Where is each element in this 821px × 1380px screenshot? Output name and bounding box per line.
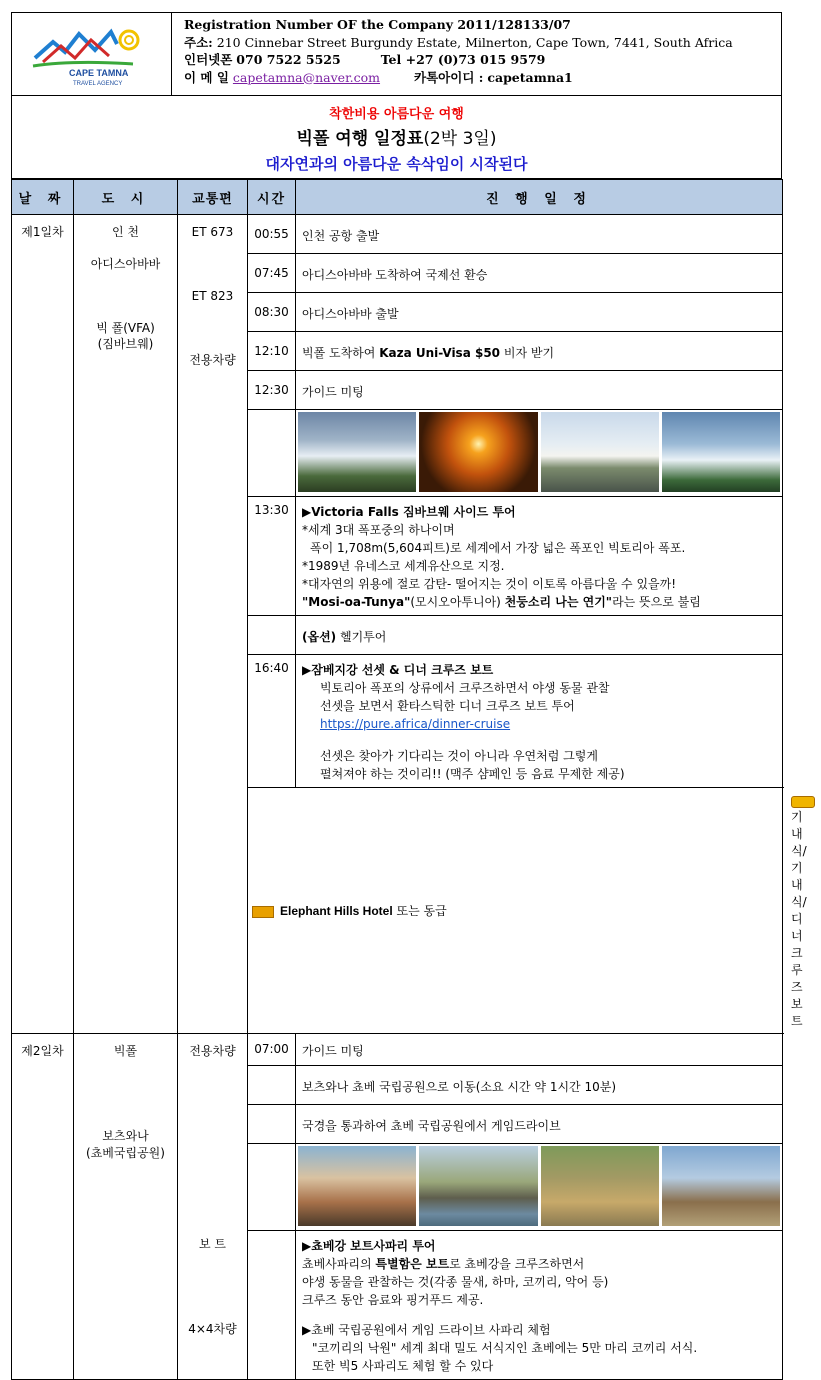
col-plan: 진 행 일 정 <box>296 180 783 215</box>
lion-safari-photo <box>541 1146 659 1226</box>
cruise-link[interactable]: https://pure.africa/dinner-cruise <box>320 717 511 731</box>
activity: 가이드 미팅 <box>296 1034 783 1066</box>
title-duration: (2박 3일) <box>423 129 497 149</box>
cruise-line: 선셋을 보면서 환타스틱한 디너 크루즈 보트 투어 <box>320 699 575 713</box>
day2-label: 제2일차 <box>12 1034 74 1380</box>
victoria-falls-tour <box>296 497 783 616</box>
transport: 전용차량 <box>189 1044 236 1058</box>
tourists-boat-photo <box>298 1146 416 1226</box>
activity: 보츠와나 쵸베 국립공원으로 이동(소요 시간 약 1시간 10분) <box>296 1066 783 1105</box>
boat-line: 야생 동물을 관찰하는 것(각종 물새, 하마, 코끼리, 악어 등) <box>302 1275 609 1289</box>
meal-icon <box>791 796 815 808</box>
cruise-title: ▶잠베지강 선셋 & 디너 크루즈 보트 <box>302 663 494 677</box>
drive-line: 또한 빅5 사파리도 체험 할 수 있다 <box>312 1359 494 1373</box>
tour-line: *대자연의 위용에 절로 감탄- 떨어지는 것이 이토록 아름다울 수 있을까! <box>302 577 677 591</box>
subtitle: 대자연과의 아름다운 속삭임이 시작된다 <box>265 155 528 173</box>
cape-tamna-logo-icon <box>13 14 170 90</box>
table-header-row <box>12 180 783 215</box>
transport: 보 트 <box>199 1237 226 1251</box>
kakao-id: capetamna1 <box>487 69 573 85</box>
photo-strip <box>296 410 783 497</box>
kakao-label: 카톡아이디 : <box>414 69 484 85</box>
elephants-photo <box>419 1146 537 1226</box>
visa: Kaza Uni-Visa $50 <box>379 345 501 360</box>
tour-line: 폭이 1,708m(5,604피트)로 세계에서 가장 넓은 폭포인 빅토리아 폭포. <box>310 541 686 555</box>
phone: 070 7522 5525 <box>236 52 341 67</box>
transport: ET 823 <box>191 289 234 303</box>
cruise-line: 펼쳐져야 하는 것이리!! (맥주 샴페인 등 음료 무제한 제공) <box>320 767 625 781</box>
address-label: 주소: <box>184 34 213 50</box>
waterfall-photo <box>298 412 416 492</box>
activity: 가이드 미팅 <box>296 371 783 410</box>
transport: ET 673 <box>191 225 234 239</box>
city: 아디스아바바 <box>90 257 161 271</box>
email-link[interactable]: capetamna@naver.com <box>232 69 381 85</box>
col-city: 도 시 <box>74 180 178 215</box>
day1-transports <box>178 215 248 1034</box>
city: 인 천 <box>112 225 139 239</box>
title-main: 빅폴 여행 일정표 <box>296 129 424 149</box>
city: 빅폴 <box>113 1044 138 1058</box>
time: 00:55 <box>248 215 296 254</box>
hotel-row: Elephant Hills Hotel 또는 동급 기내식/기내식/디너 크루즈 보트 <box>12 788 783 1034</box>
email-label: 이 메 일 <box>184 69 229 85</box>
bed-icon <box>252 906 274 918</box>
schedule-table <box>11 179 807 1380</box>
tour-line: *1989년 유네스코 세계유산으로 지정. <box>302 559 505 573</box>
cruise-line: 선셋은 찾아가 기다리는 것이 아니라 우연처럼 그렇게 <box>320 749 598 763</box>
activity: 빅폴 도착하여 Kaza Uni-Visa $50 비자 받기 <box>296 332 783 371</box>
time: 07:45 <box>248 254 296 293</box>
activity: 인천 공항 출발 <box>296 215 783 254</box>
phone-label: 인터넷폰 <box>184 52 233 67</box>
day1-cities <box>74 215 178 1034</box>
option-tour: (옵션) 헬기투어 <box>296 616 783 655</box>
tour-title: ▶Victoria Falls 짐바브웨 사이드 투어 <box>302 505 516 519</box>
table-row <box>12 215 783 254</box>
logo-text: CAPE TAMNA <box>69 68 129 78</box>
cruise-line: 빅토리아 폭포의 상류에서 크루즈하면서 야생 동물 관찰 <box>320 681 610 695</box>
transport: 전용차량 <box>189 353 236 367</box>
time: 12:10 <box>248 332 296 371</box>
chobe-boat-safari: ▶쵸베강 보트사파리 투어 쵸베사파리의 특별함은 보트로 쵸베강을 크루즈하면서 야생 동물을 관찰하는 것(각종 물새, 하마, 코끼리, 악어 등) 크루즈 동안 음료와 핑거푸드 제공. ▶쵸베 국립공원에서 게임 드라이브 사파리 체험 "코끼리의 낙원" 세계 최대 밀도 서식지인 쵸베에는 5만 마리 코끼리 서식. 또한 빅5 사파리도 체험 할 수 있다 <box>296 1231 783 1380</box>
registration: Registration Number OF the Company 2011/128133/07 <box>184 17 571 32</box>
time: 12:30 <box>248 371 296 410</box>
address: 210 Cinnebar Street Burgundy Estate, Milnerton, Cape Town, 7441, South Africa <box>216 34 733 50</box>
table-row <box>12 1034 783 1066</box>
city: (쵸베국립공원) <box>86 1146 165 1160</box>
col-transport: 교통편 <box>178 180 248 215</box>
time: 16:40 <box>248 655 296 788</box>
hotel-name: Elephant Hills Hotel <box>280 904 393 918</box>
photo-strip-2 <box>296 1144 783 1231</box>
transport <box>179 312 246 344</box>
company-header <box>11 12 782 96</box>
hotel-suffix: 또는 동급 <box>396 904 447 918</box>
day2-transports <box>178 1034 248 1380</box>
tel: Tel +27 (0)73 015 9579 <box>380 52 546 67</box>
col-time: 시간 <box>248 180 296 215</box>
drive-line: "코끼리의 낙원" 세계 최대 밀도 서식지인 쵸베에는 5만 마리 코끼리 서식. <box>312 1341 698 1355</box>
title-block <box>11 96 782 179</box>
city: 보츠와나 <box>102 1129 149 1143</box>
helicopter-photo <box>662 412 780 492</box>
col-day: 날 짜 <box>12 180 74 215</box>
page-title <box>12 124 781 149</box>
zambezi-cruise <box>296 655 783 788</box>
city <box>75 280 176 312</box>
time: 07:00 <box>248 1034 296 1066</box>
activity: 아디스아바바 도착하여 국제선 환승 <box>296 254 783 293</box>
logo-sub: TRAVEL AGENCY <box>73 81 123 87</box>
sunset-photo <box>419 412 537 492</box>
activity: 아디스아바바 출발 <box>296 293 783 332</box>
cruise-boat-photo <box>541 412 659 492</box>
boat-line: 크루즈 동안 음료와 핑거푸드 제공. <box>302 1293 484 1307</box>
company-info <box>172 13 782 96</box>
logo <box>12 13 172 96</box>
city: 빅 폴(VFA) <box>96 321 155 335</box>
time: 08:30 <box>248 293 296 332</box>
transport: 4×4차량 <box>188 1322 237 1336</box>
activity: 국경을 통과하여 쵸베 국립공원에서 게임드라이브 <box>296 1105 783 1144</box>
city: (짐바브웨) <box>97 337 154 351</box>
drive-title: ▶쵸베 국립공원에서 게임 드라이브 사파리 체험 <box>302 1323 551 1337</box>
boat-title: ▶쵸베강 보트사파리 투어 <box>302 1239 436 1253</box>
day2-cities <box>74 1034 178 1380</box>
day1-label: 제1일차 <box>12 215 74 1034</box>
hotel <box>248 788 783 1034</box>
tour-line: *세계 3대 폭포중의 하나이며 <box>302 523 455 537</box>
tour-line: "Mosi-oa-Tunya"(모시오아투니아) 천둥소리 나는 연기"라는 뜻으로 불림 <box>302 595 701 609</box>
slogan: 착한비용 아름다운 여행 <box>329 107 464 122</box>
time: 13:30 <box>248 497 296 616</box>
transport <box>179 248 246 280</box>
baobab-photo <box>662 1146 780 1226</box>
